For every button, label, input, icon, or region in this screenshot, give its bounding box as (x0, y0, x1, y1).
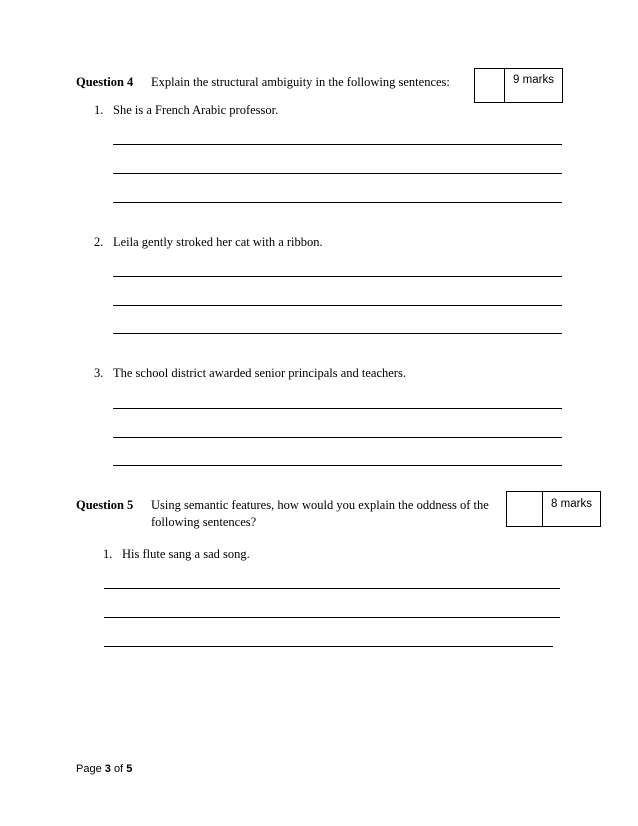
answer-line[interactable] (113, 305, 562, 306)
q4-item-3-number: 3. (94, 366, 104, 380)
question-5-prompt-line-2: following sentences? (151, 515, 257, 529)
q5-item-1-text: His flute sang a sad song. (122, 547, 250, 561)
answer-line[interactable] (113, 465, 562, 466)
q4-item-2-text: Leila gently stroked her cat with a ribbon. (113, 235, 323, 249)
answer-line[interactable] (104, 588, 560, 589)
answer-line[interactable] (104, 646, 553, 647)
question-5-marks: 8 marks (551, 498, 592, 510)
question-4-label: Question 4 (76, 75, 134, 89)
score-entry-cell[interactable] (507, 492, 543, 526)
footer-of-word: of (113, 763, 124, 775)
q4-item-2-number: 2. (94, 235, 104, 249)
q4-item-3-text: The school district awarded senior principals and teachers. (113, 366, 406, 380)
answer-line[interactable] (113, 333, 562, 334)
answer-line[interactable] (113, 408, 562, 409)
question-5-marks-box (506, 491, 601, 527)
answer-line[interactable] (113, 276, 562, 277)
footer-current-page: 3 (104, 763, 111, 775)
score-entry-cell[interactable] (475, 69, 505, 102)
footer-page-word: Page (76, 763, 102, 775)
q4-item-1-number: 1. (94, 103, 104, 117)
question-4-marks-box (474, 68, 563, 103)
question-4-marks: 9 marks (513, 74, 554, 86)
question-4-prompt: Explain the structural ambiguity in the following sentences: (151, 75, 450, 89)
answer-line[interactable] (113, 144, 562, 145)
question-5-prompt-line-1: Using semantic features, how would you explain the oddness of the (151, 498, 489, 512)
question-5-label: Question 5 (76, 498, 134, 512)
answer-line[interactable] (113, 173, 562, 174)
footer-total-pages: 5 (126, 763, 133, 775)
answer-line[interactable] (113, 437, 562, 438)
answer-line[interactable] (104, 617, 560, 618)
q5-item-1-number: 1. (103, 547, 113, 561)
page-footer (76, 763, 132, 775)
q4-item-1-text: She is a French Arabic professor. (113, 103, 279, 117)
answer-line[interactable] (113, 202, 562, 203)
